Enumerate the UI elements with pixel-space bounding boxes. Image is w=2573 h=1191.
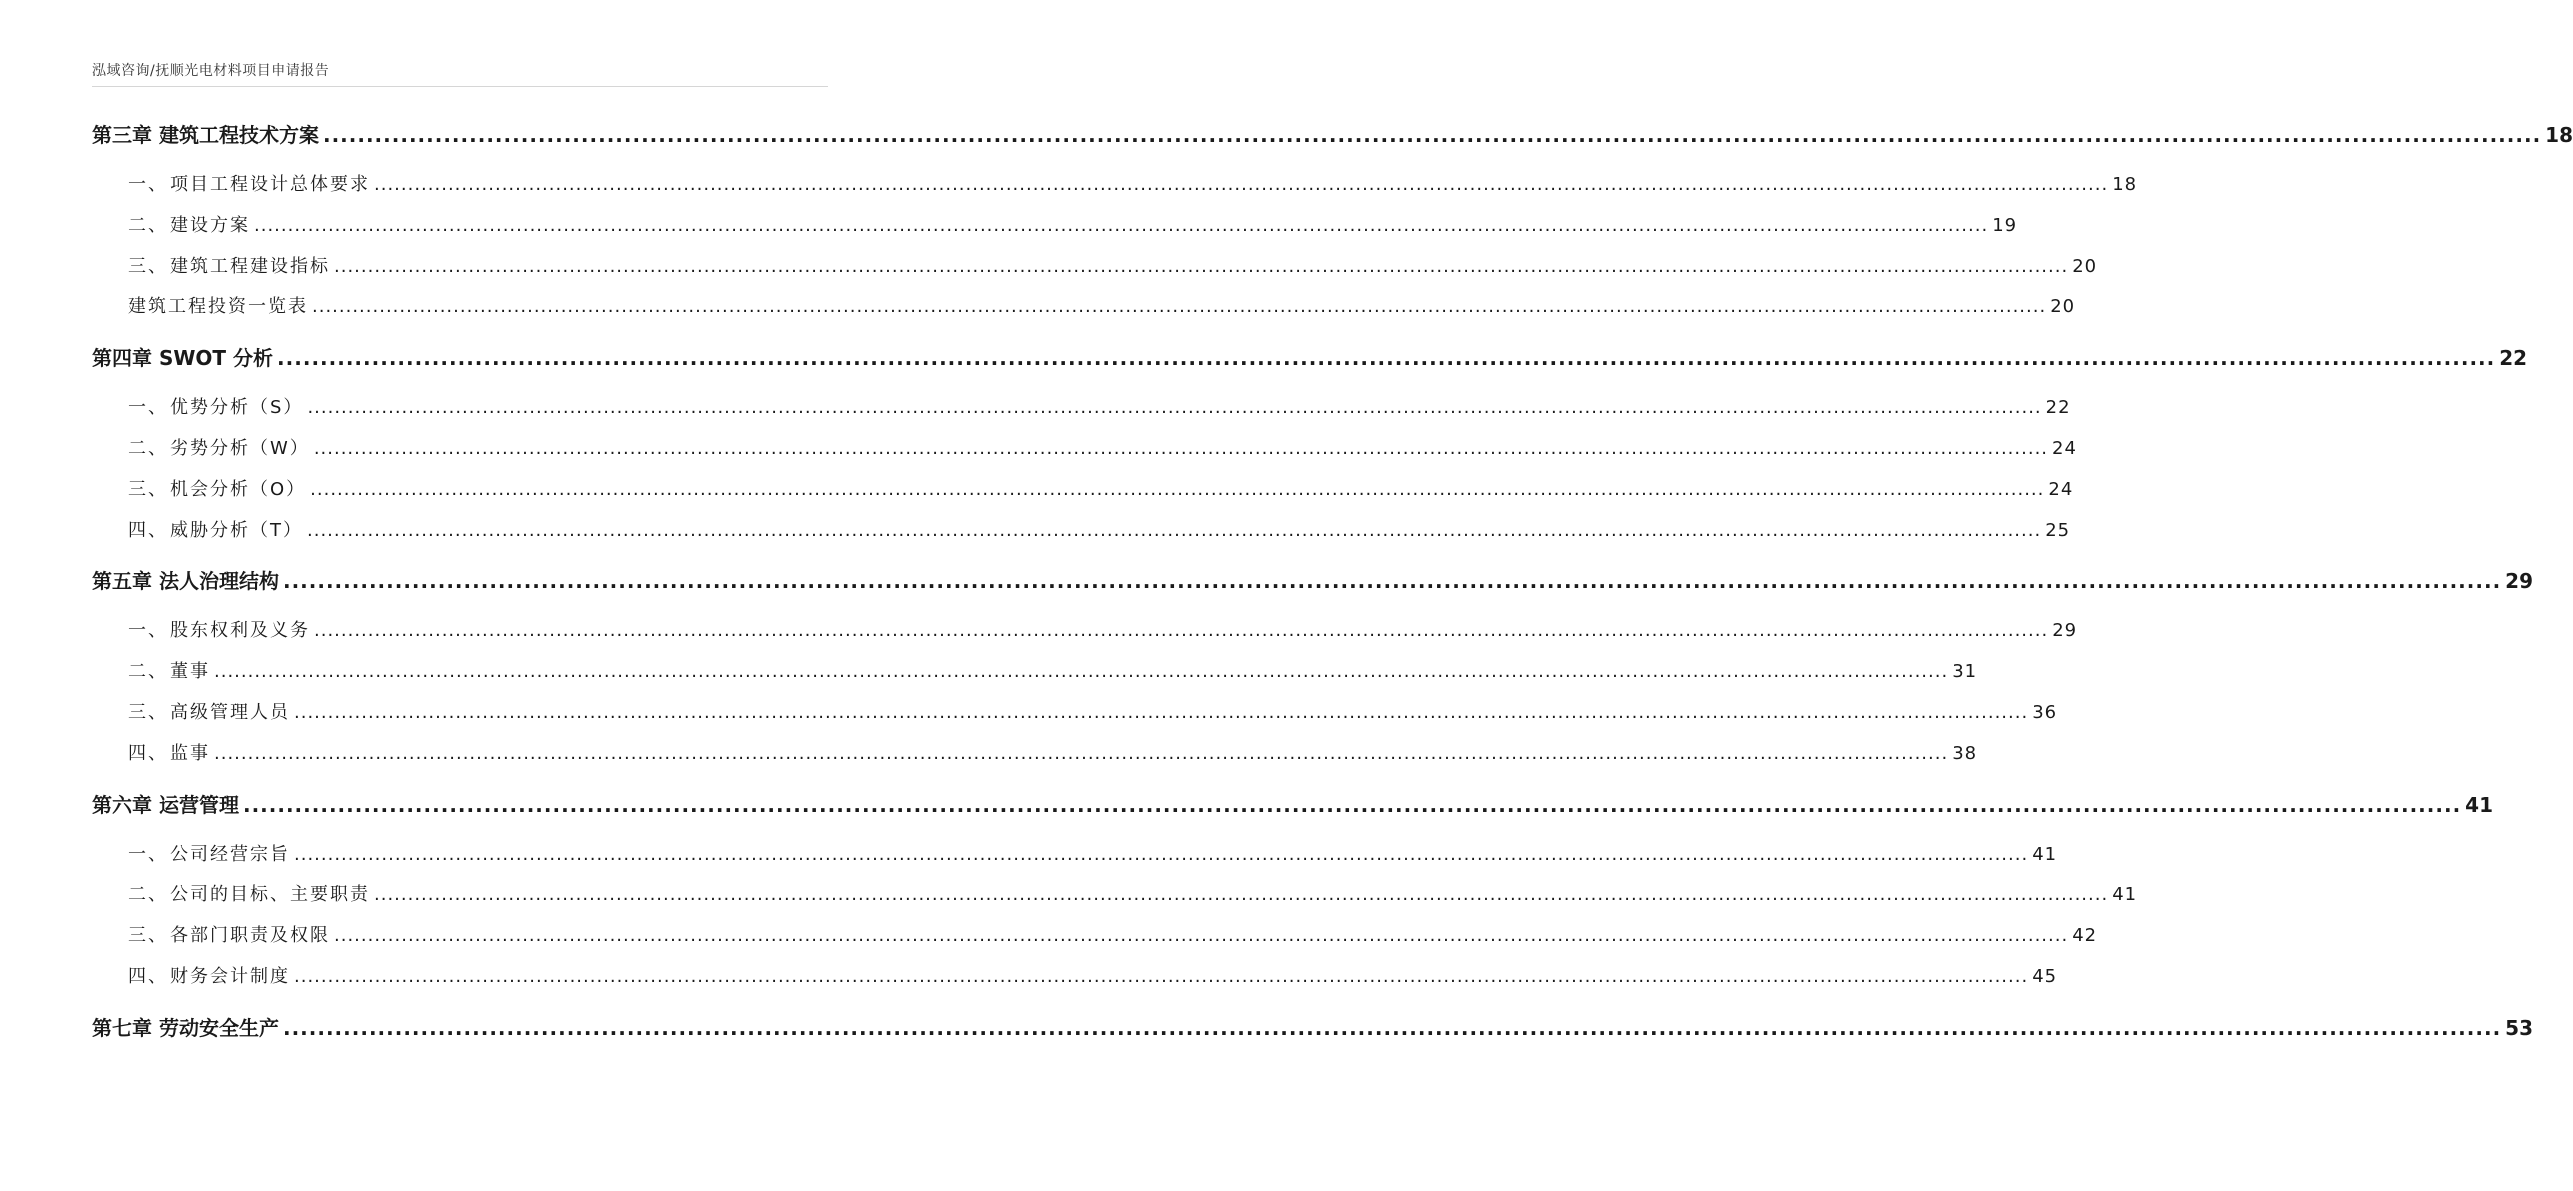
toc-entry-number: 二、: [128, 661, 168, 683]
toc-entry-title: 财务会计制度: [170, 965, 290, 987]
dot-leader: ..................................................................................................................................................................................................................................................................: [322, 123, 2542, 147]
toc-section-entry[interactable]: [92, 875, 2138, 916]
toc-entry-number: 二、: [128, 437, 168, 459]
toc-section-entry[interactable]: [92, 247, 2098, 288]
toc-page-number: 41: [2112, 884, 2138, 906]
toc-entry-label: [128, 693, 294, 734]
dot-leader: ..................................................................................................................................................................................................................................................................: [307, 397, 2042, 419]
toc-page-number: 22: [2045, 397, 2071, 419]
toc-entry-label: [128, 511, 307, 552]
toc-entry-label: [128, 957, 294, 998]
toc-page-number: 38: [1952, 742, 1978, 764]
toc-page-number: 45: [2032, 965, 2058, 987]
toc-entry-number: 二、: [128, 214, 168, 236]
toc-section-entry[interactable]: [92, 957, 2058, 998]
toc-entry-number: 四、: [128, 742, 168, 764]
dot-leader: ..................................................................................................................................................................................................................................................................: [214, 661, 1949, 683]
toc-section-entry[interactable]: [92, 835, 2058, 876]
dot-leader: ..................................................................................................................................................................................................................................................................: [312, 296, 2047, 318]
toc-entry-title: 威胁分析（T）: [170, 519, 303, 541]
toc-section-entry[interactable]: [92, 693, 2058, 734]
toc-entry-title: 建设方案: [170, 214, 250, 236]
toc-chapter-entry[interactable]: [92, 335, 2528, 381]
toc-page-number: 29: [2052, 620, 2078, 642]
toc-page-number: 53: [2505, 1015, 2534, 1040]
dot-leader: ..................................................................................................................................................................................................................................................................: [277, 346, 2496, 371]
toc-entry-title: 第四章 SWOT 分析: [92, 346, 274, 371]
toc-entry-title: 公司经营宗旨: [170, 843, 290, 865]
toc-entry-label: [128, 470, 310, 511]
toc-section-entry[interactable]: [92, 916, 2098, 957]
toc-page-number: 18: [2545, 123, 2573, 147]
toc-chapter-entry[interactable]: [92, 112, 2573, 158]
dot-leader: ..................................................................................................................................................................................................................................................................: [334, 925, 2069, 947]
toc-entry-label: [128, 734, 214, 775]
toc-page-number: 31: [1952, 661, 1978, 683]
toc-entry-title: 劣势分析（W）: [170, 437, 310, 459]
toc-chapter-entry[interactable]: [92, 782, 2494, 828]
toc-page-number: 42: [2072, 925, 2098, 947]
toc-entry-label: [128, 388, 307, 429]
toc-entry-number: 四、: [128, 519, 168, 541]
dot-leader: ..................................................................................................................................................................................................................................................................: [254, 214, 1989, 236]
toc-page-number: 29: [2505, 569, 2534, 594]
toc-section-entry[interactable]: [92, 388, 2071, 429]
toc-entry-label: [128, 287, 312, 328]
toc-entry-title: 监事: [170, 742, 210, 764]
dot-leader: ..................................................................................................................................................................................................................................................................: [282, 569, 2502, 594]
toc-entry-number: 一、: [128, 174, 168, 195]
toc-entry-title: 第三章 建筑工程技术方案: [92, 123, 319, 147]
toc-page-number: 22: [2499, 346, 2528, 371]
toc-chapter-entry[interactable]: [92, 558, 2534, 604]
toc-section-entry[interactable]: [92, 470, 2074, 511]
toc-section-entry[interactable]: [92, 611, 2078, 652]
toc-entry-label: [128, 247, 334, 288]
dot-leader: ..................................................................................................................................................................................................................................................................: [294, 843, 2029, 865]
header-divider: [92, 86, 828, 87]
toc-entry-title: 建筑工程建设指标: [170, 255, 330, 277]
toc-entry-label: [128, 429, 314, 470]
toc-entry-title: 机会分析（O）: [170, 478, 307, 500]
toc-entry-label: [128, 916, 334, 957]
toc-entry-label: [128, 206, 254, 247]
dot-leader: ..................................................................................................................................................................................................................................................................: [314, 620, 2049, 642]
toc-entry-label: [128, 875, 374, 916]
toc-entry-number: 三、: [128, 925, 168, 947]
toc-entry-title: 建筑工程投资一览表: [128, 296, 308, 318]
toc-entry-title: 优势分析（S）: [170, 397, 304, 419]
toc-entry-label: [92, 558, 283, 604]
dot-leader: ..................................................................................................................................................................................................................................................................: [294, 701, 2029, 723]
toc-entry-title: 第五章 法人治理结构: [92, 569, 279, 594]
toc-page-number: 41: [2032, 843, 2058, 865]
toc-section-entry[interactable]: [92, 511, 2071, 552]
toc-entry-title: 各部门职责及权限: [170, 925, 330, 947]
toc-entry-label: [92, 782, 243, 828]
dot-leader: ..................................................................................................................................................................................................................................................................: [374, 884, 2109, 906]
dot-leader: ..................................................................................................................................................................................................................................................................: [214, 742, 1949, 764]
toc-section-entry[interactable]: [92, 206, 2018, 247]
toc-entry-title: 第七章 劳动安全生产: [92, 1015, 279, 1040]
dot-leader: ..................................................................................................................................................................................................................................................................: [313, 437, 2049, 459]
toc-entry-label: [128, 652, 214, 693]
toc-page-number: 24: [2052, 437, 2077, 459]
toc-section-entry[interactable]: [92, 287, 2076, 328]
dot-leader: ..................................................................................................................................................................................................................................................................: [310, 478, 2045, 500]
toc-section-entry[interactable]: [92, 429, 2077, 470]
toc-entry-number: 三、: [128, 478, 168, 500]
dot-leader: ..................................................................................................................................................................................................................................................................: [294, 965, 2029, 987]
toc-entry-title: 董事: [170, 661, 210, 683]
toc-entry-label: [92, 1005, 283, 1051]
toc-section-entry[interactable]: [92, 165, 2138, 206]
toc-entry-number: 一、: [128, 620, 168, 642]
toc-entry-label: [128, 165, 374, 206]
toc-section-entry[interactable]: [92, 652, 1978, 693]
toc-entry-number: 四、: [128, 965, 168, 987]
toc-page-number: 20: [2072, 255, 2098, 277]
toc-entry-label: [128, 835, 294, 876]
dot-leader: ..................................................................................................................................................................................................................................................................: [334, 255, 2069, 277]
toc-entry-number: 一、: [128, 843, 168, 865]
toc-entry-number: 三、: [128, 255, 168, 277]
dot-leader: ..................................................................................................................................................................................................................................................................: [307, 519, 2042, 541]
toc-page-number: 25: [2045, 519, 2071, 541]
running-header: 泓域咨询/抚顺光电材料项目申请报告: [92, 63, 330, 79]
toc-entry-number: 一、: [128, 397, 168, 419]
toc-entry-title: 项目工程设计总体要求: [170, 174, 370, 195]
toc-page-number: 41: [2465, 792, 2494, 817]
dot-leader: ..................................................................................................................................................................................................................................................................: [374, 174, 2109, 195]
toc-entry-label: [128, 611, 314, 652]
toc-entry-label: [92, 112, 323, 158]
dot-leader: ..................................................................................................................................................................................................................................................................: [282, 1015, 2502, 1040]
toc-entry-title: 公司的目标、主要职责: [170, 884, 370, 906]
toc-entry-number: 二、: [128, 884, 168, 906]
toc-entry-title: 股东权利及义务: [170, 620, 310, 642]
toc-section-entry[interactable]: [92, 734, 1978, 775]
toc-entry-title: 高级管理人员: [170, 701, 290, 723]
toc-entry-label: [92, 335, 277, 381]
toc-chapter-entry[interactable]: [92, 1005, 2534, 1051]
toc-page-number: 18: [2112, 174, 2138, 195]
toc-page-number: 20: [2050, 296, 2076, 318]
dot-leader: ..................................................................................................................................................................................................................................................................: [242, 792, 2462, 817]
toc-page-number: 24: [2048, 478, 2074, 500]
toc-entry-number: 三、: [128, 701, 168, 723]
table-of-contents: [92, 112, 2573, 1051]
toc-entry-title: 第六章 运营管理: [92, 792, 239, 817]
toc-page-number: 36: [2032, 701, 2058, 723]
toc-page-number: 19: [1992, 214, 2018, 236]
